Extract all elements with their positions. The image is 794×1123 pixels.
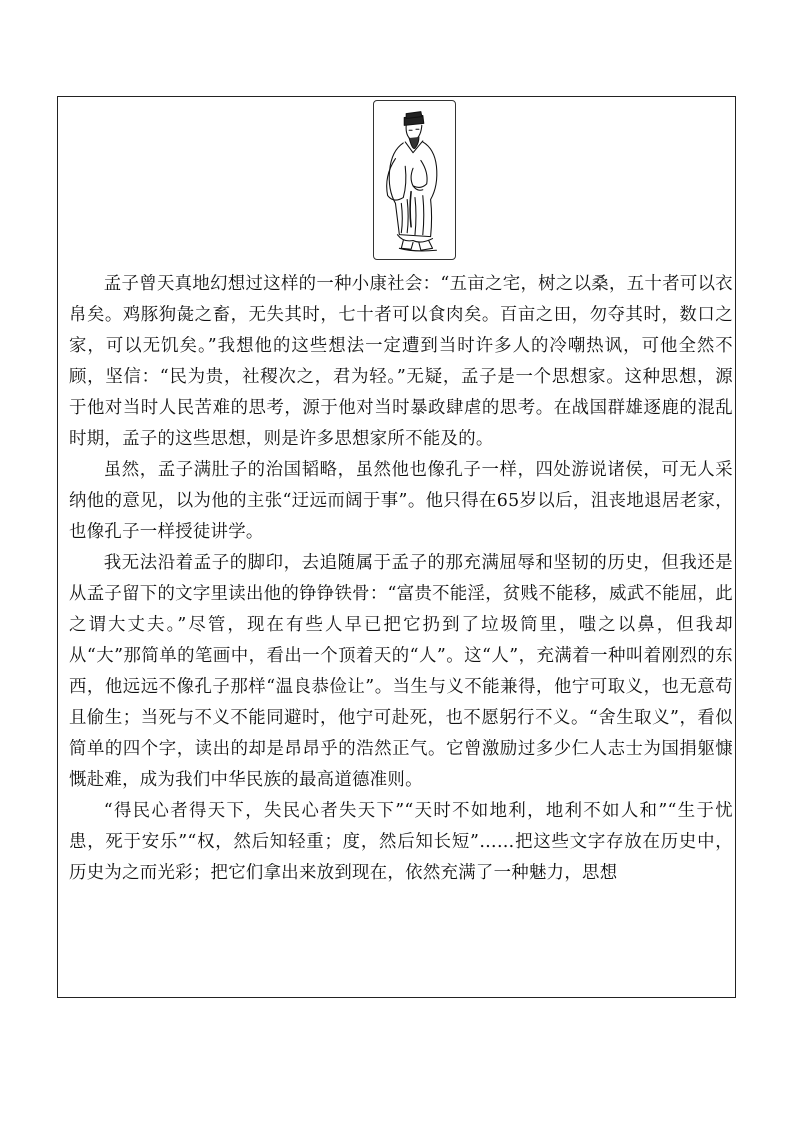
paragraph-2: 虽然，孟子满肚子的治国韬略，虽然他也像孔子一样，四处游说诸侯，可无人采纳他的意见，以为他的主张“迂远而阔于事”。他只得在65岁以后，沮丧地退居老家，也像孔子一样授徒讲学。 [69,460,733,542]
content-frame [57,96,736,998]
article-body [69,269,733,889]
mencius-portrait [373,100,456,260]
paragraph-4: “得民心者得天下，失民心者失天下”“天时不如地利，地利不如人和”“生于忧患，死于安乐”“权，然后知轻重；度，然后知长短”……把这些文字存放在历史中，历史为之而光彩；把它们拿出来放到现在，依然充满了一种魅力，思想 [69,801,733,883]
paragraph-3: 我无法沿着孟子的脚印，去追随属于孟子的那充满屈辱和坚韧的历史，但我还是从孟子留下的文字里读出他的铮铮铁骨：“富贵不能淫，贫贱不能移，威武不能屈，此之谓大丈夫。”尽管，现在有些人早已把它扔到了垃圾筒里，嗤之以鼻，但我却从“大”那简单的笔画中，看出一个顶着天的“人”。这“人”，充满着一种叫着刚烈的东西，他远远不像孔子那样“温良恭俭让”。当生与义不能兼得，他宁可取义，也无意苟且偷生；当死与不义不能同避时，他宁可赴死，也不愿躬行不义。“舍生取义”，看似简单的四个字，读出的却是昂昂乎的浩然正气。它曾激励过多少仁人志士为国捐躯慷慨赴难，成为我们中华民族的最高道德准则。 [69,553,733,790]
portrait-drawing [374,101,455,259]
paragraph-1: 孟子曾天真地幻想过这样的一种小康社会：“五亩之宅，树之以桑，五十者可以衣帛矣。鸡豚狗彘之畜，无失其时，七十者可以食肉矣。百亩之田，勿夺其时，数口之家，可以无饥矣。”我想他的这些想法一定遭到当时许多人的冷嘲热讽，可他全然不顾，坚信：“民为贵，社稷次之，君为轻。”无疑，孟子是一个思想家。这种思想，源于他对当时人民苦难的思考，源于他对当时暴政肆虐的思考。在战国群雄逐鹿的混乱时期，孟子的这些思想，则是许多思想家所不能及的。 [69,274,733,449]
